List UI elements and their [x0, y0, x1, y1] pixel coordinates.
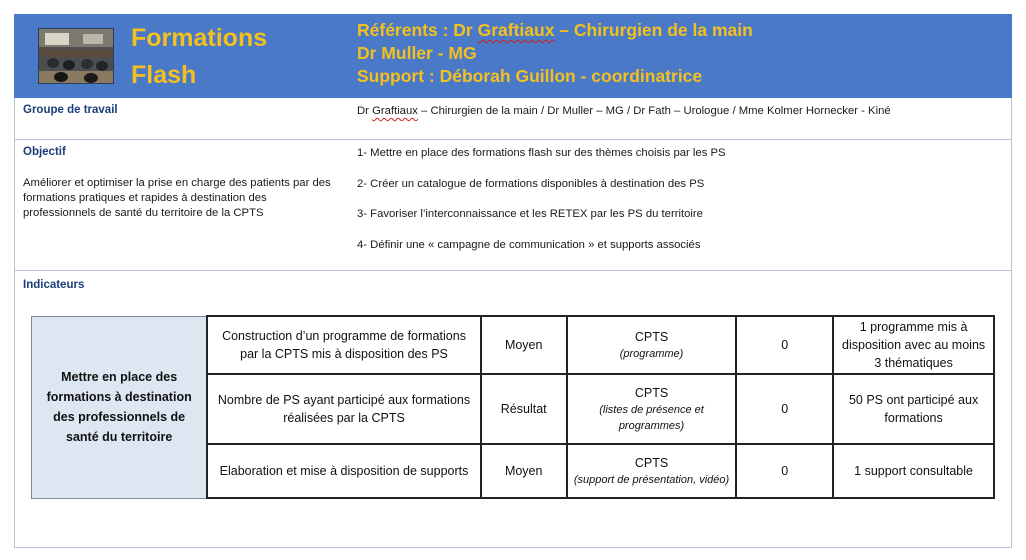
- title-line-1: Formations: [131, 24, 268, 52]
- type-cell: Résultat: [481, 374, 567, 444]
- initial-value-cell: 0: [736, 316, 833, 374]
- title-line-2: Flash: [131, 61, 197, 89]
- initial-value-cell: 0: [736, 444, 833, 498]
- objectif-item: 1- Mettre en place des formations flash sur des thèmes choisis par les PS: [357, 147, 726, 159]
- objectif-description: Améliorer et optimiser la prise en charge des patients par des formations pratiques et rapides à destination des professionnels de santé du territoire de la CPTS: [23, 177, 331, 219]
- indicator-cell: Construction d’un programme de formations par la CPTS mis à disposition des PS: [207, 316, 480, 374]
- objectif-item: 4- Définir une « campagne de communication » et supports associés: [357, 239, 701, 251]
- indicateurs-label: Indicateurs: [23, 279, 85, 291]
- target-cell: 1 support consultable: [833, 444, 994, 498]
- groupe-members: Dr Graftiaux – Chirurgien de la main / Dr Muller – MG / Dr Fath – Urologue / Mme Kolmer Hornecker - Kiné: [357, 105, 891, 117]
- training-room-photo: [38, 28, 114, 84]
- referent-1-name: Graftiaux: [477, 20, 555, 40]
- table-row: [32, 316, 995, 374]
- objectif-item: 2- Créer un catalogue de formations disponibles à destination des PS: [357, 178, 705, 190]
- referent-1: Référents : Dr Graftiaux – Chirurgien de la main: [357, 20, 753, 40]
- type-cell: Moyen: [481, 316, 567, 374]
- source-cell: CPTS (support de présentation, vidéo): [567, 444, 737, 498]
- source-cell: CPTS (programme): [567, 316, 737, 374]
- type-cell: Moyen: [481, 444, 567, 498]
- target-cell: 1 programme mis à disposition avec au moins 3 thématiques: [833, 316, 994, 374]
- objectif-item: 3- Favoriser l’interconnaissance et les RETEX par les PS du territoire: [357, 208, 703, 220]
- objectif-label: Objectif: [23, 146, 66, 158]
- source-cell: CPTS (listes de présence et programmes): [567, 374, 737, 444]
- groupe-label: Groupe de travail: [23, 104, 118, 116]
- referents-block: [357, 19, 753, 88]
- referent-2: Dr Muller - MG: [357, 43, 477, 63]
- page-title: [131, 20, 267, 94]
- indicator-group-label: Mettre en place des formations à destination des professionnels de santé du territoire: [32, 316, 208, 498]
- indicator-cell: Elaboration et mise à disposition de supports: [207, 444, 480, 498]
- row-divider: [14, 139, 1012, 140]
- target-cell: 50 PS ont participé aux formations: [833, 374, 994, 444]
- indicator-cell: Nombre de PS ayant participé aux formations réalisées par la CPTS: [207, 374, 480, 444]
- indicators-table: [31, 315, 995, 499]
- support-contact: Support : Déborah Guillon - coordinatrice: [357, 66, 703, 86]
- row-divider: [14, 270, 1012, 271]
- initial-value-cell: 0: [736, 374, 833, 444]
